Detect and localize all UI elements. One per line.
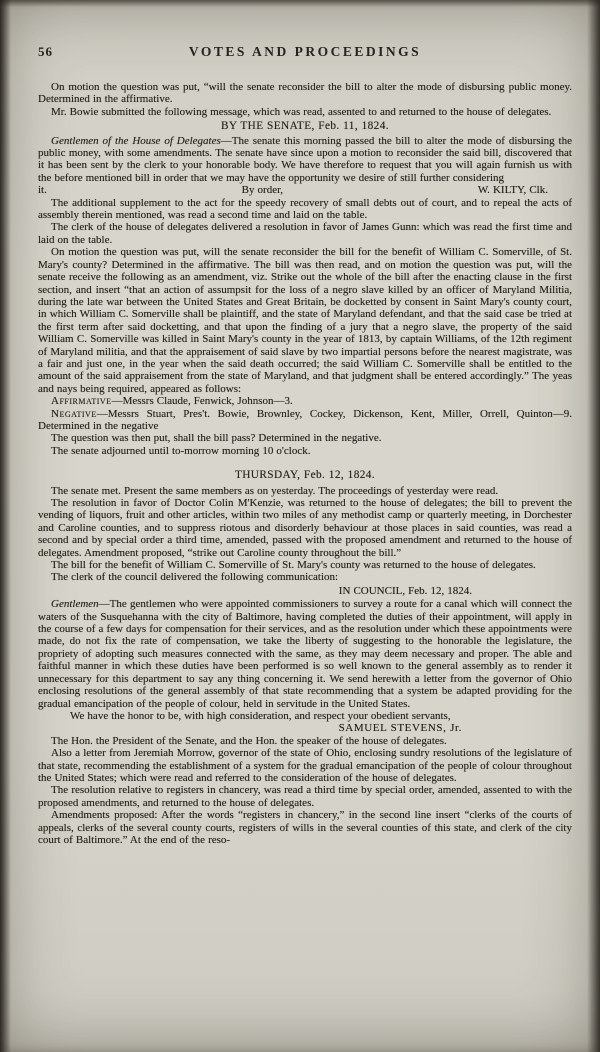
negative-label: Negative	[51, 407, 97, 420]
paragraph-council-letter-text: —The gentlemen who were appointed commissioners to survey a route for a canal which will connect the waters of the Susquehanna with the city of Baltimore, having completed the duties of their appointment, will apply in the course of a few days for compensation for their services, and as the resolution under which these appointments were made, do not fix the rate of compensation, we take the liberty of suggesting to the honorable the legislature, the propriety of adopting such measures connected with the same, as they may deem necessary and proper. The able and faithful manner in which these duties have been performed is so well known to the general assembly as to render it unnecessary for this department to say any thing concerning it. We send herewith a letter from the governor of Ohio enclosing resolutions of the general assembly of that state recommending that a system be adapted providing for the gradual emancipation of the people of colour, held in servitude in the United States.	[38, 598, 572, 710]
heading-thursday-feb-12: THURSDAY, Feb. 12, 1824.	[234, 469, 376, 482]
affirmative-names: —Messrs Claude, Fenwick, Johnson—3.	[111, 395, 293, 408]
page-header	[38, 44, 572, 60]
paragraph-senate-met: The senate met. Present the same members as on yesterday. The proceedings of yesterday were read.	[51, 484, 499, 497]
paragraph-senate-message-text: —The senate this morning passed the bill to alter the mode of disbursing the public money, with some amendments. The senate have since upon a motion to reconsider the said bill, discovered that it has been sent by the clerk to your honorable body. We have therefore to request that you will again furnish us with the before mentioned bill in order that we may have the opportunity we desire of still further considering	[38, 134, 572, 184]
heading-in-council: IN COUNCIL, Feb. 12, 1824.	[338, 584, 472, 597]
paragraph-somerville-bill-returned: The bill for the benefit of William C. Somerville of St. Mary's county was returned to the house of delegates.	[51, 559, 536, 572]
page-body	[38, 81, 572, 846]
scan-edge-right	[587, 0, 600, 1052]
paragraph-motion-reconsider-disbursing: On motion the question was put, “will the senate reconsider the bill to alter the mode of disbursing public money. Determined in the affirmative.	[38, 81, 572, 106]
by-order-line	[38, 184, 572, 196]
clerk-signature: W. KILTY, Clk.	[477, 184, 548, 197]
negative-names: —Messrs Stuart, Pres't. Bowie, Brownley, Cockey, Dickenson, Kent, Miller, Orrell, Quinton—9. Determined in the negative	[38, 407, 572, 432]
paragraph-registers-chancery: The resolution relative to registers in chancery, was read a third time by special order, amended, assented to with the proposed amendments, and returned to the house of delegates.	[38, 784, 572, 809]
paragraph-amendments-proposed: Amendments proposed: After the words “registers in chancery,” in the second line insert “clerks of the courts of appeals, clerks of the several county courts, registers of wills in the several counties of this state, and clerk of the city court of Baltimore.” At the end of the reso-	[38, 809, 572, 846]
paragraph-council-letter	[38, 598, 572, 710]
paragraph-mkenzie-and-liquor-bill: The resolution in favor of Doctor Colin M'Kenzie, was returned to the house of delegates; the bill to prevent the vending of liquors, fruit and other articles, within two miles of any methodist camp or quarterly meeting, in Dorchester and Caroline counties, and to suppress riotous and disorderly behaviour at those places in said counties, was read a second and by special order a third time, amended, passed with the proposed amendment and returned to the house of delegates. Amendment proposed, “strike out Caroline county throughout the bill.”	[38, 497, 572, 559]
page-number: 56	[38, 44, 53, 59]
by-order-mid: By order,	[241, 184, 284, 197]
paragraph-james-gunn-resolution: The clerk of the house of delegates delivered a resolution in favor of James Gunn: which was read the first time and laid on the table.	[38, 221, 572, 246]
heading-by-the-senate: BY THE SENATE, Feb. 11, 1824.	[220, 120, 389, 133]
paragraph-small-debts-supplement: The additional supplement to the act for the speedy recovery of small debts out of court, and to repeal the acts of assembly therein mentioned, was read a second time and laid on the table.	[38, 196, 572, 222]
scan-edge-left	[0, 0, 11, 1052]
vote-negative-line	[38, 408, 572, 433]
paragraph-senate-adjourned: The senate adjourned until to-morrow morning 10 o'clock.	[51, 444, 311, 457]
paragraph-bowie-message: Mr. Bowie submitted the following message, which was read, assented to and returned to the house of delegates.	[51, 105, 552, 118]
paragraph-senate-message	[38, 135, 572, 185]
paragraph-morrow-letter: Also a letter from Jeremiah Morrow, governor of the state of Ohio, enclosing sundry resolutions of the legislature of that state, recommending the establishment of a system for the gradual emancipation of the people of colour throughout the United States; which were read and referred to the consideration of the house of delegates.	[38, 747, 572, 784]
by-order-left: it.	[38, 184, 47, 197]
paragraph-somerville-bill-amendment: On motion the question was put, will the senate reconsider the bill for the benefit of William C. Somerville, of St. Mary's county? Determined in the affirmative. The bill was then read, and on motion the question was put, will the senate receive the following as an amendment, viz. Strike out the whole of the bill after the enacting clause in the first section, and insert “that an action of assumpsit for the loss of a negro slave killed by an officer of Maryland Militia, during the late war between the United States and Great Britain, be docketted by consent in Saint Mary's county court, in which William C. Somerville shall be plaintiff, and the state of Maryland defendant, and that the said case be tried at the first term after said docketting, and that upon the finding of a jury that a negro slave, the property of the said William C. Somerville was killed in Saint Mary's county in the year of 1813, by captain Williams, of the 12th regiment of Maryland militia, and that the appraisement of said slave by two impartial persons before the nearest magistrate, was a fair and just one, in the year when the said death occurred; the said William C. Somerville shall be entitled to the amount of the said appraisement from the state of Maryland, and that judgment shall be entered accordingly.” The yeas and nays being required, appeared as follows:	[38, 246, 572, 395]
paragraph-addressees: The Hon. the President of the Senate, and the Hon. the speaker of the house of delegates.	[51, 734, 447, 747]
salutation-gentlemen: Gentlemen	[51, 598, 99, 611]
vote-affirmative-line	[38, 395, 572, 407]
salutation-house-of-delegates: Gentlemen of the House of Delegates	[51, 134, 221, 147]
affirmative-label: Affirmative	[51, 395, 112, 408]
signature-samuel-stevens: SAMUEL STEVENS, Jr.	[338, 722, 462, 735]
running-title: VOTES AND PROCEEDINGS	[188, 44, 422, 59]
scan-edge-top	[0, 0, 600, 7]
paragraph-council-communication: The clerk of the council delivered the following communication:	[51, 571, 339, 584]
paragraph-shall-bill-pass: The question was then put, shall the bill pass? Determined in the negative.	[51, 432, 382, 445]
closing-honor-line: We have the honor to be, with high consideration, and respect your obedient servants,	[70, 709, 451, 722]
